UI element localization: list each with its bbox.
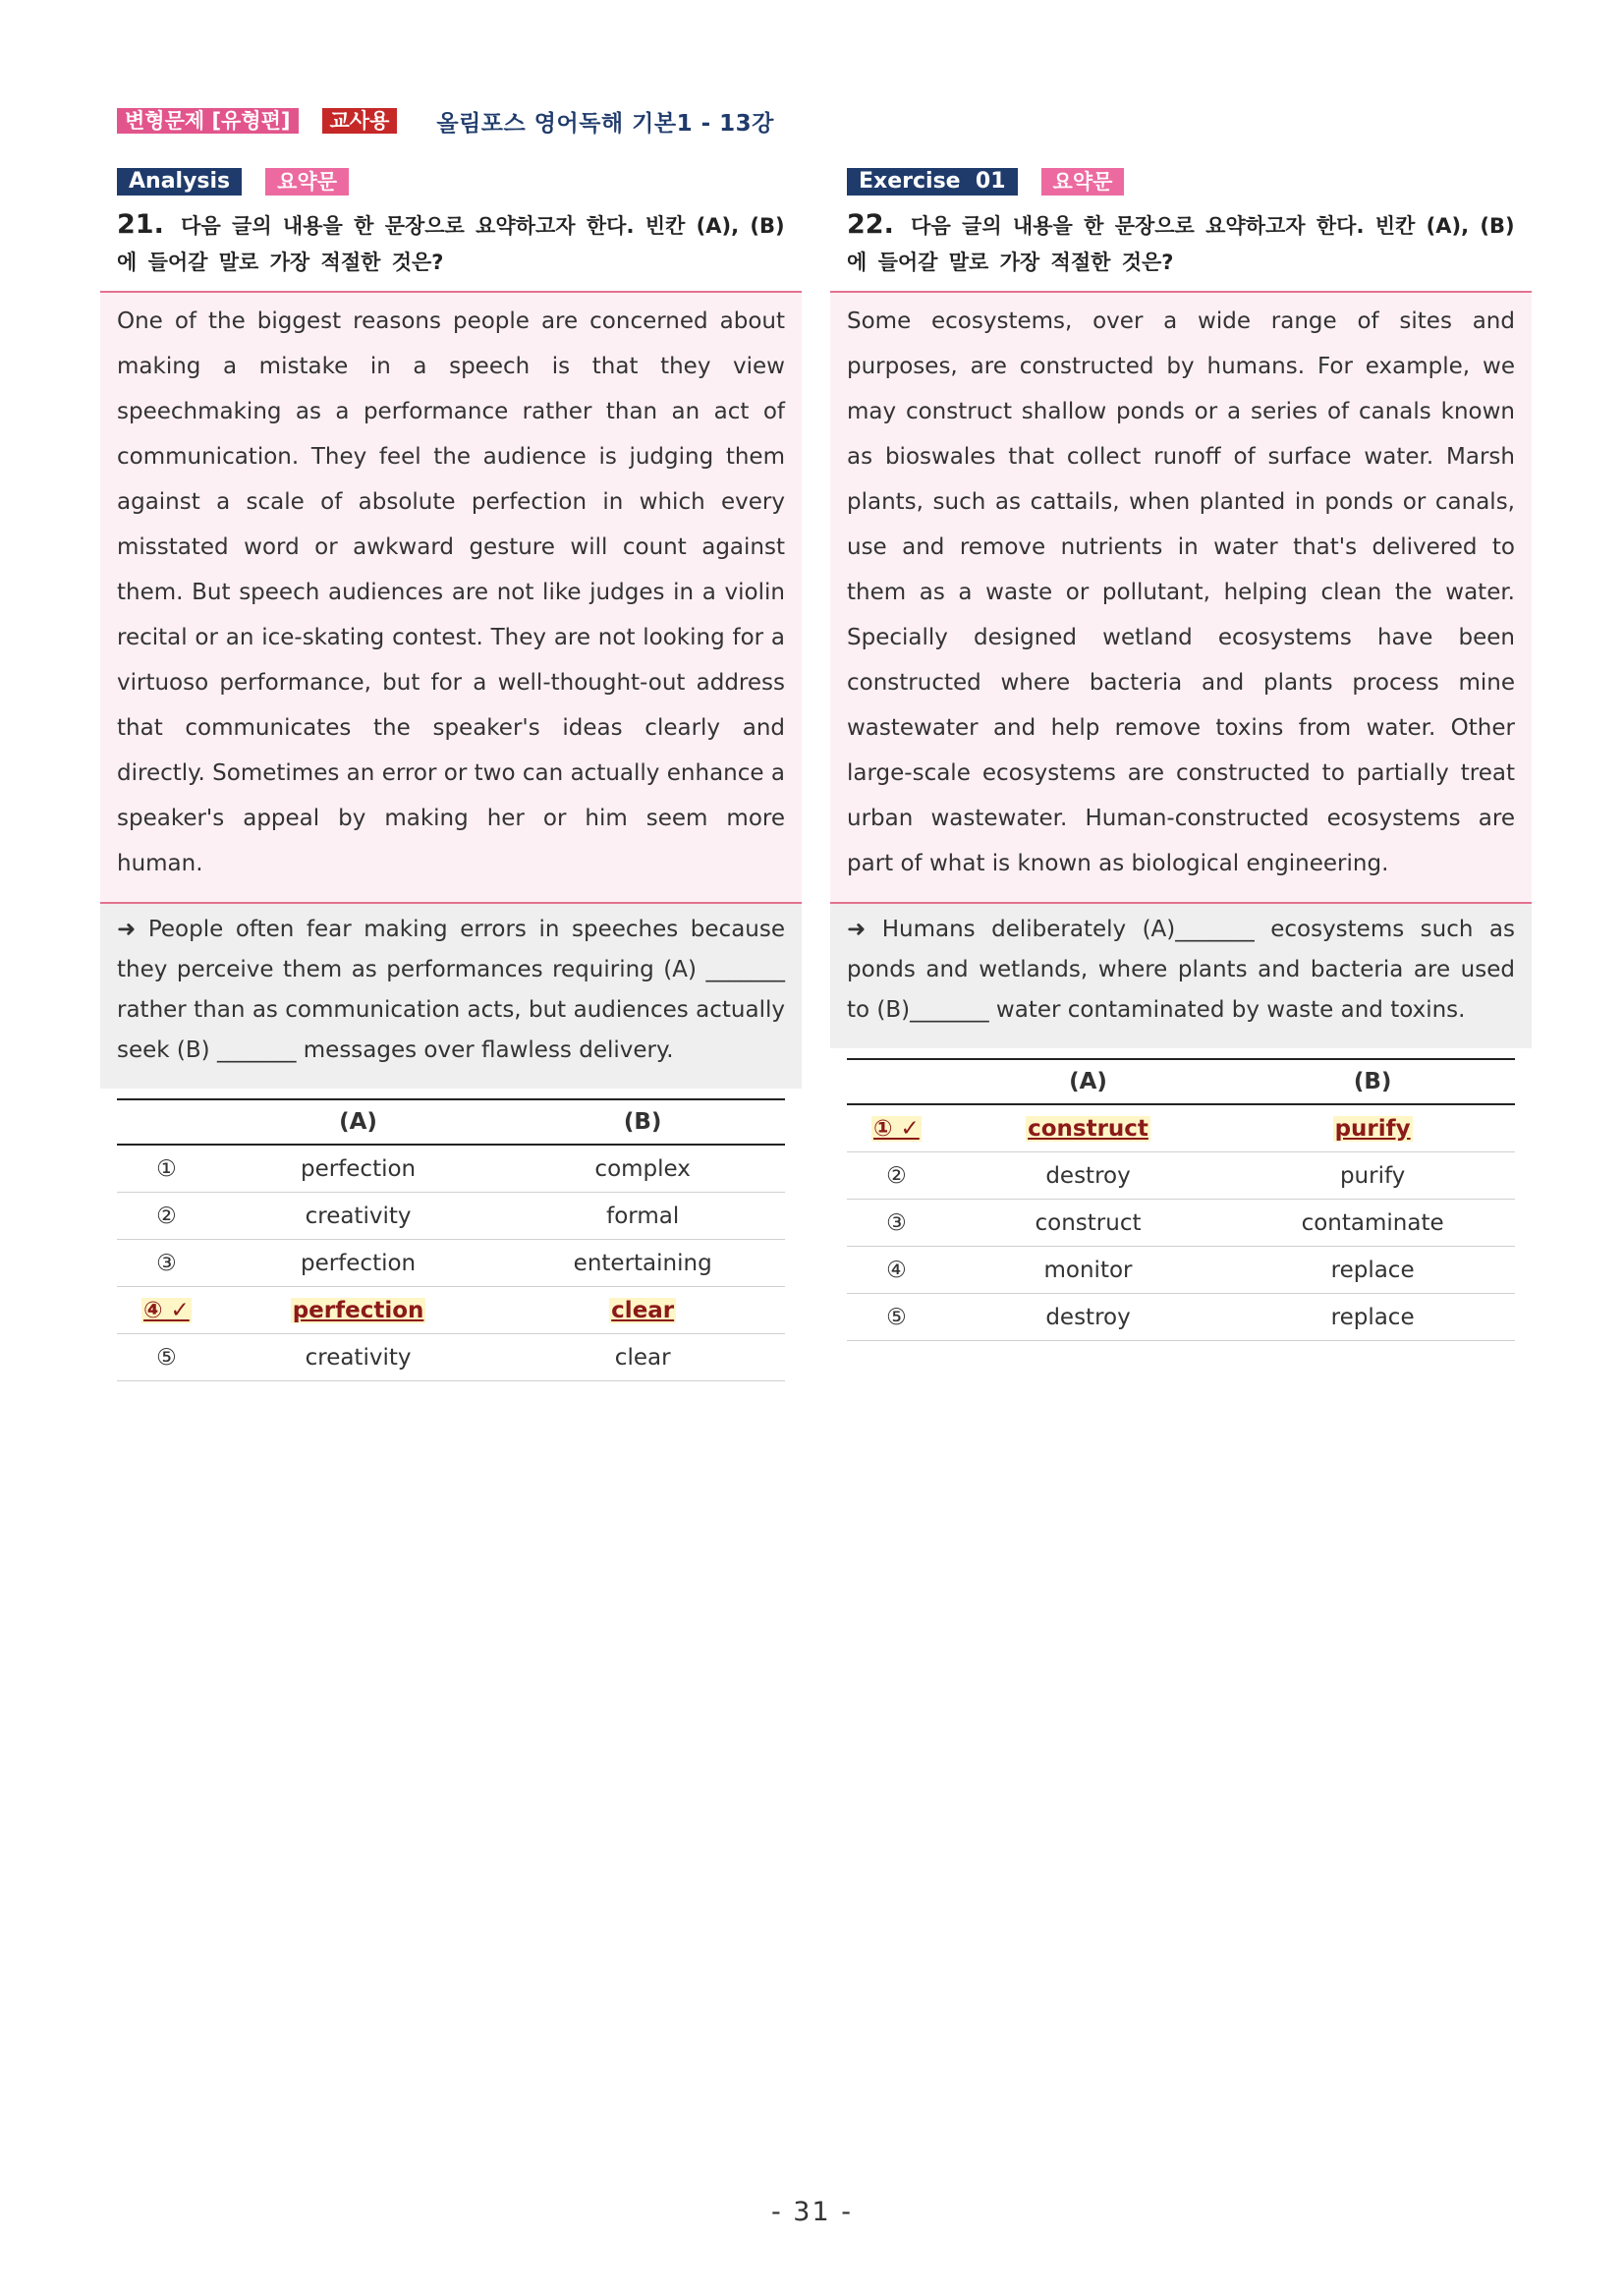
right-passage: Some ecosystems, over a wide range of sites and purposes, are constructed by humans. For example, we may construct shallow ponds or a series of canals known as bioswales that collect runoff of surface water. Marsh plants, such as cattails, when planted in ponds or canals, use and remove nutrients in water that's delivered to them as a waste or pollutant, helping clean the water. Specially designed wetland ecosystems have been constructed where bacteria and plants process mine wastewater and help remove toxins from water. Other large-scale ecosystems are constructed to partially treat urban wastewater. Human-constructed ecosystems are part of what is known as biological engineering. bbox=[830, 291, 1532, 904]
left-column bbox=[117, 167, 785, 1381]
left-passage: One of the biggest reasons people are concerned about making a mistake in a speech is that they view speechmaking as a performance rather than an act of communication. They feel the audience is judging them against a scale of absolute perfection in which every misstated word or awkward gesture will count against them. But speech audiences are not like judges in a violin recital or an ice-skating contest. They are not looking for a virtuoso performance, but for a well-thought-out address that communicates the speaker's ideas clearly and directly. Sometimes an error or two can actually enhance a speaker's appeal by making her or him seem more human. bbox=[100, 291, 802, 904]
option-number: ② bbox=[117, 1193, 216, 1240]
table-header-row bbox=[847, 1059, 1515, 1104]
option-a: destroy bbox=[946, 1152, 1230, 1200]
right-question-text: 다음 글의 내용을 한 문장으로 요약하고자 한다. 빈칸 (A), (B)에 들어갈 말로 가장 적절한 것은? bbox=[847, 214, 1515, 274]
answer-row[interactable] bbox=[847, 1294, 1515, 1341]
answer-row[interactable] bbox=[847, 1247, 1515, 1294]
correct-option-b: purify bbox=[1334, 1115, 1411, 1142]
right-column bbox=[847, 167, 1515, 1341]
option-number: ③ bbox=[117, 1240, 216, 1287]
answer-row[interactable] bbox=[117, 1240, 785, 1287]
option-a: perfection bbox=[216, 1240, 501, 1287]
col-num-header bbox=[117, 1099, 216, 1145]
option-a: creativity bbox=[216, 1334, 501, 1381]
answer-row-correct[interactable] bbox=[117, 1287, 785, 1334]
teacher-tag: 교사용 bbox=[322, 108, 398, 134]
correct-option-b: clear bbox=[611, 1297, 675, 1323]
correct-option-a: perfection bbox=[292, 1297, 424, 1323]
right-kind-label: 요약문 bbox=[1041, 168, 1125, 196]
left-summary: ➜ People often fear making errors in speeches because they perceive them as performances requiring (A) _______ rather than as communication acts, but audiences actually seek (B) _______ messages over flawless delivery. bbox=[100, 904, 802, 1089]
right-question-number: 22. bbox=[847, 209, 894, 240]
col-num-header bbox=[847, 1059, 946, 1104]
header-title: 올림포스 영어독해 기본1 - 13강 bbox=[436, 110, 774, 137]
answer-row[interactable] bbox=[117, 1334, 785, 1381]
option-a: creativity bbox=[216, 1193, 501, 1240]
option-a: monitor bbox=[946, 1247, 1230, 1294]
option-b: complex bbox=[500, 1145, 785, 1193]
option-number: ③ bbox=[847, 1200, 946, 1247]
left-answer-table bbox=[117, 1098, 785, 1381]
option-b: contaminate bbox=[1230, 1200, 1515, 1247]
page-header bbox=[117, 106, 774, 136]
right-type-label: Exercise 01 bbox=[847, 168, 1018, 196]
correct-option-number: ④ ✓ bbox=[142, 1297, 190, 1323]
option-number: ② bbox=[847, 1152, 946, 1200]
right-answer-table bbox=[847, 1058, 1515, 1341]
answer-row-correct[interactable] bbox=[847, 1104, 1515, 1152]
option-b: replace bbox=[1230, 1247, 1515, 1294]
right-labels bbox=[847, 167, 1515, 196]
option-b: formal bbox=[500, 1193, 785, 1240]
right-summary: ➜ Humans deliberately (A)_______ ecosystems such as ponds and wetlands, where plants and bacteria are used to (B)_______ water contaminated by waste and toxins. bbox=[830, 904, 1532, 1048]
option-a: destroy bbox=[946, 1294, 1230, 1341]
col-a-header: (A) bbox=[946, 1059, 1230, 1104]
option-b: entertaining bbox=[500, 1240, 785, 1287]
option-number: ⑤ bbox=[117, 1334, 216, 1381]
option-b: clear bbox=[500, 1334, 785, 1381]
variant-tag: 변형문제 [유형편] bbox=[117, 108, 299, 134]
left-kind-label: 요약문 bbox=[265, 168, 349, 196]
left-question-text: 다음 글의 내용을 한 문장으로 요약하고자 한다. 빈칸 (A), (B)에 들어갈 말로 가장 적절한 것은? bbox=[117, 214, 785, 274]
correct-option-a: construct bbox=[1028, 1115, 1148, 1142]
left-labels bbox=[117, 167, 785, 196]
answer-row[interactable] bbox=[847, 1200, 1515, 1247]
option-b: replace bbox=[1230, 1294, 1515, 1341]
left-type-label: Analysis bbox=[117, 168, 242, 196]
col-b-header: (B) bbox=[500, 1099, 785, 1145]
answer-row[interactable] bbox=[117, 1193, 785, 1240]
page-number: - 31 - bbox=[770, 2197, 853, 2227]
option-number: ⑤ bbox=[847, 1294, 946, 1341]
option-number: ④ bbox=[847, 1247, 946, 1294]
table-header-row bbox=[117, 1099, 785, 1145]
option-a: perfection bbox=[216, 1145, 501, 1193]
option-a: construct bbox=[946, 1200, 1230, 1247]
col-a-header: (A) bbox=[216, 1099, 501, 1145]
answer-row[interactable] bbox=[117, 1145, 785, 1193]
correct-option-number: ① ✓ bbox=[873, 1115, 920, 1142]
left-question bbox=[117, 206, 785, 281]
option-b: purify bbox=[1230, 1152, 1515, 1200]
right-question bbox=[847, 206, 1515, 281]
answer-row[interactable] bbox=[847, 1152, 1515, 1200]
col-b-header: (B) bbox=[1230, 1059, 1515, 1104]
left-question-number: 21. bbox=[117, 209, 164, 240]
option-number: ① bbox=[117, 1145, 216, 1193]
